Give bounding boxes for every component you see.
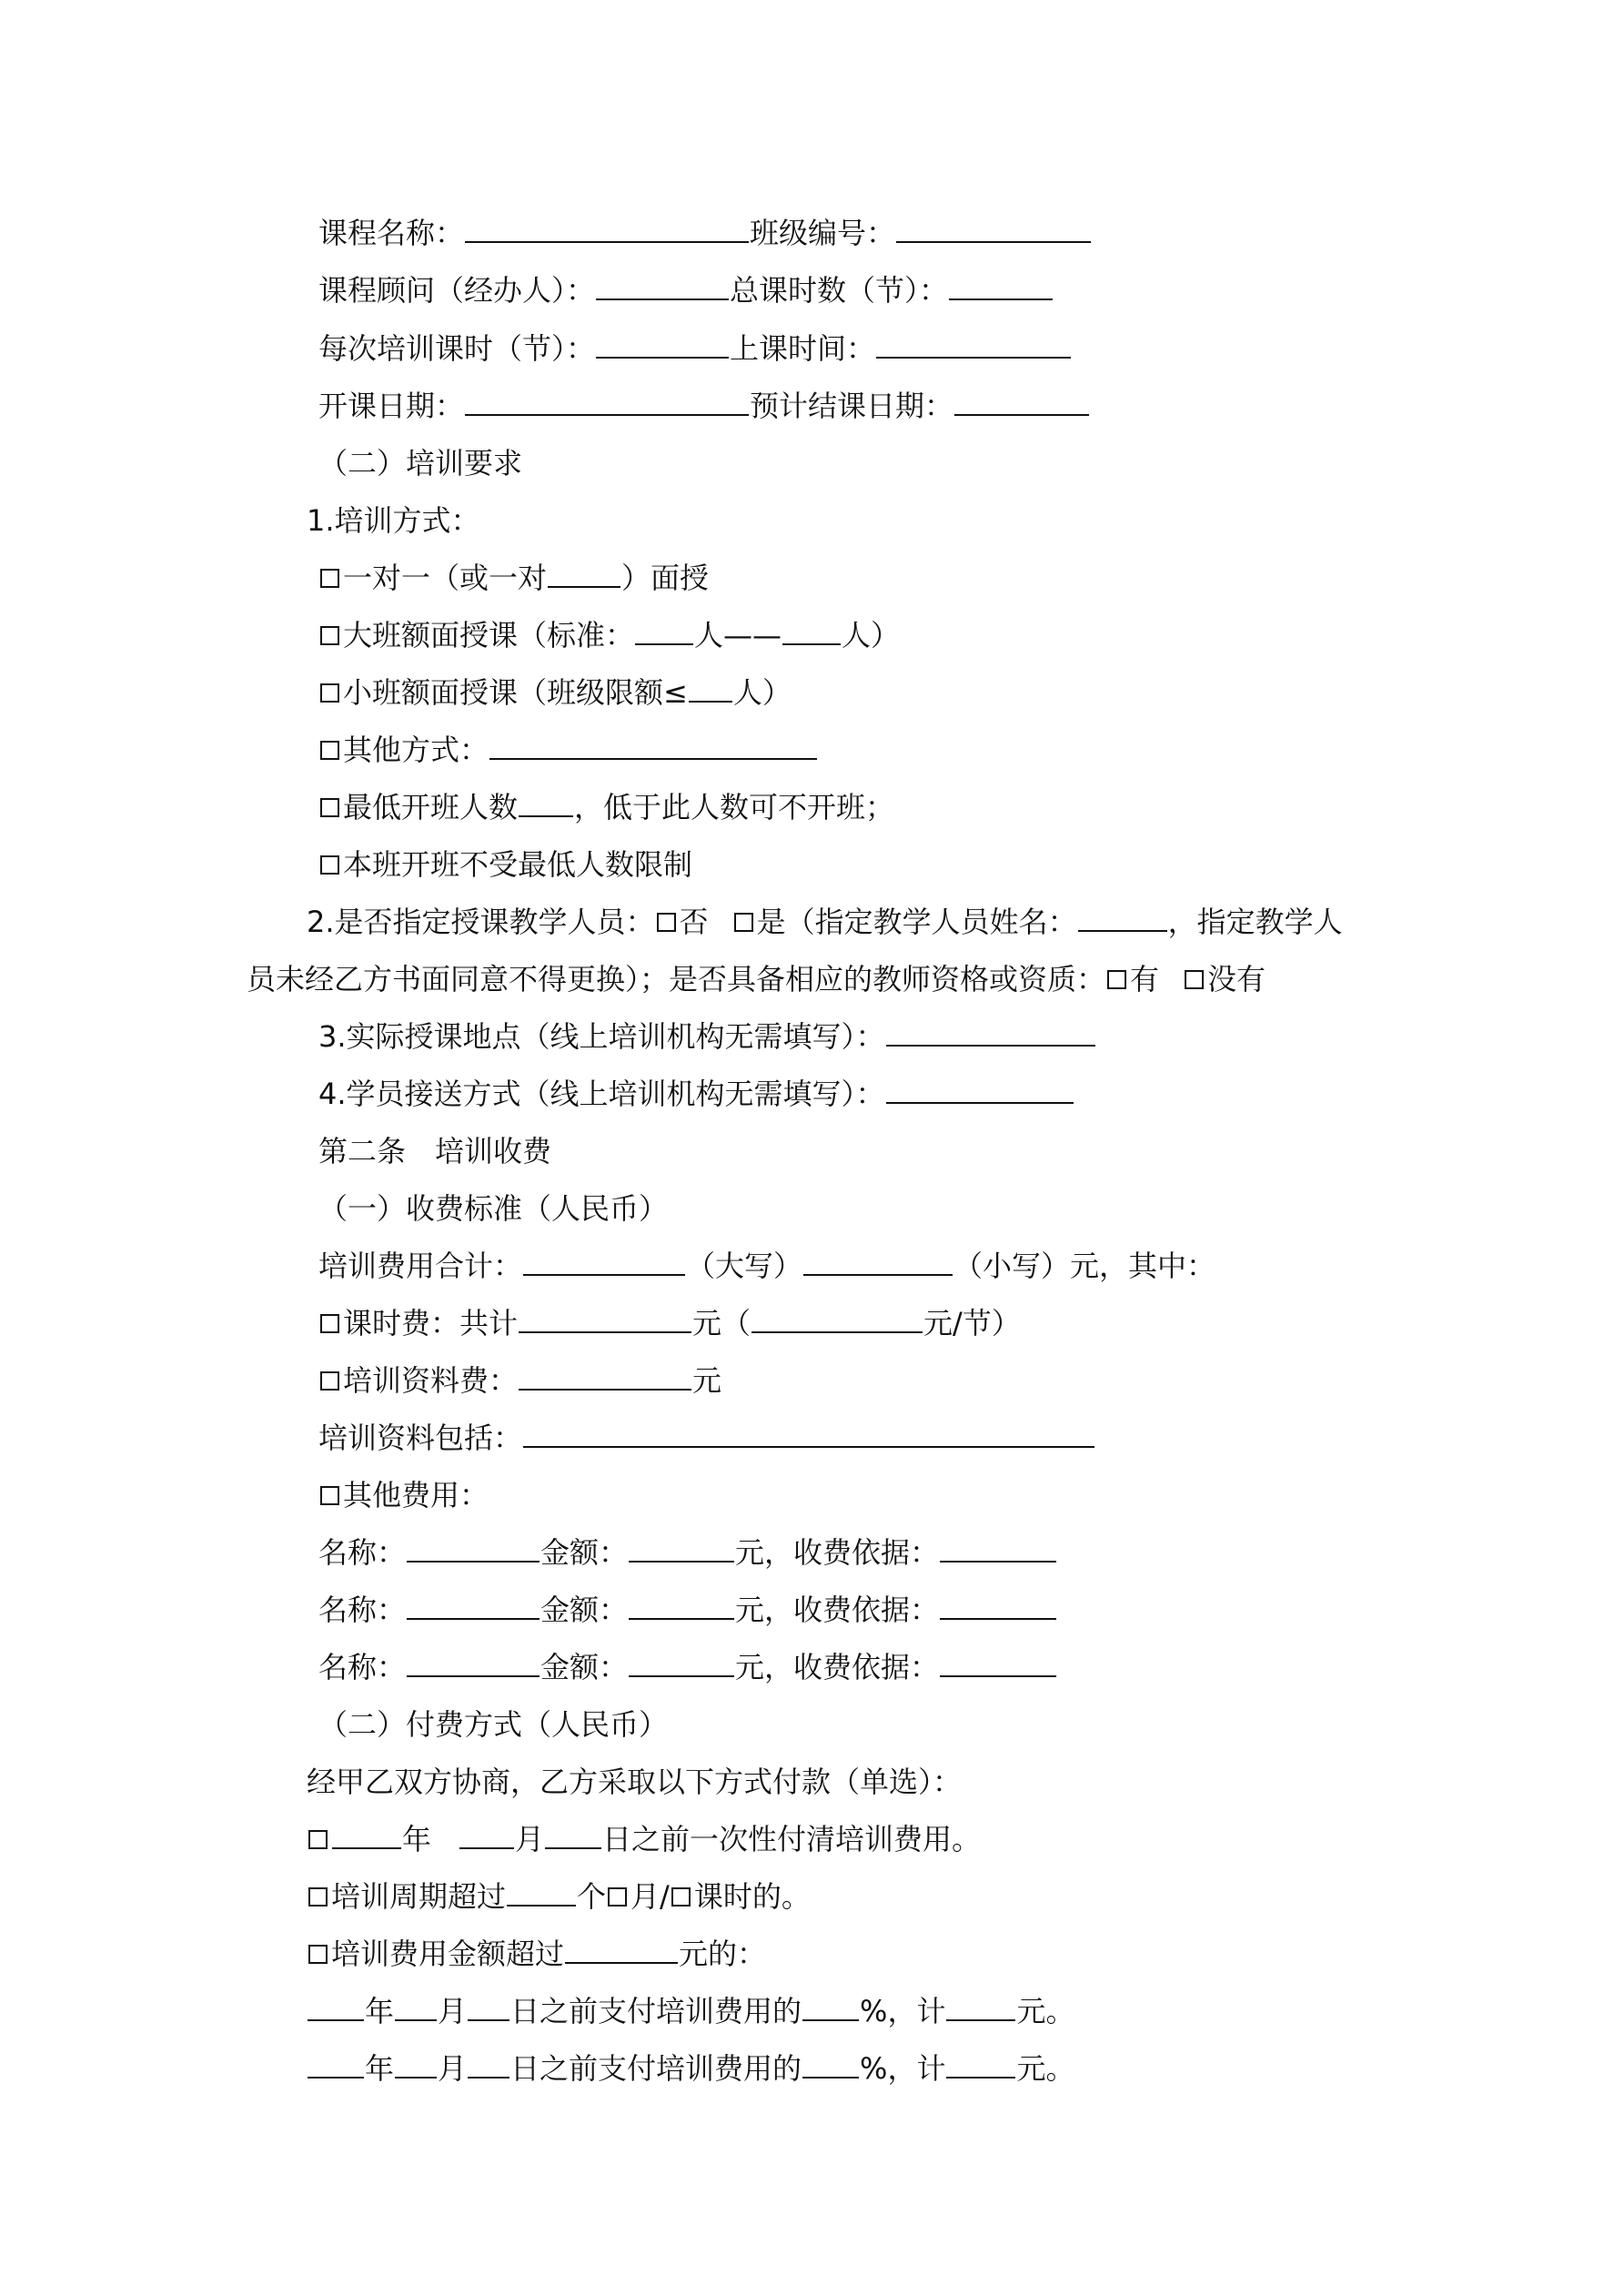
payment-option-lump-sum — [307, 1810, 981, 1868]
class-time-blank[interactable] — [876, 329, 1071, 359]
teacher-continued: ，指定教学人 — [1167, 905, 1343, 939]
hour-fee-total-blank[interactable] — [519, 1304, 691, 1333]
other-fee-amount-label: 金额： — [540, 1650, 629, 1684]
material-include-row — [318, 1409, 1095, 1467]
checkbox-period[interactable] — [308, 1887, 328, 1907]
amount-threshold-label: 培训费用金额超过 — [331, 1937, 565, 1971]
period-month-label: 月/ — [630, 1879, 670, 1914]
checkbox-other-mode[interactable] — [320, 741, 339, 760]
amount-threshold-blank[interactable] — [565, 1935, 678, 1964]
payment-heading — [318, 1695, 668, 1754]
location-text: 3.实际授课地点（线上培训机构无需填写）： — [318, 1019, 885, 1054]
training-requirements-heading-text: （二）培训要求 — [318, 446, 523, 480]
lump-sum-day-blank[interactable] — [545, 1820, 601, 1849]
installment-year-label: 年 — [365, 1994, 395, 2028]
course-name-blank[interactable] — [465, 214, 749, 243]
start-date-blank[interactable] — [465, 387, 749, 416]
material-fee-row — [318, 1351, 721, 1410]
option-large-class — [318, 606, 900, 664]
other-fee-item-2 — [318, 1581, 1057, 1639]
payment-option-period — [307, 1867, 811, 1926]
installment-percent-label: %，计 — [860, 1994, 946, 2028]
hour-fee-mid: 元（ — [692, 1306, 751, 1340]
qualified-no-label: 没有 — [1207, 962, 1266, 996]
other-fee-amount-label: 金额： — [540, 1593, 629, 1627]
material-fee-label: 培训资料费： — [343, 1363, 519, 1398]
other-fee-item-3 — [318, 1638, 1057, 1696]
min-enrollment-text: 最低开班人数 — [343, 790, 519, 824]
location-blank[interactable] — [886, 1017, 1095, 1047]
hour-fee-suffix: 元/节） — [923, 1306, 1021, 1340]
checkbox-hour-fee[interactable] — [320, 1314, 339, 1333]
class-number-label: 班级编号： — [750, 216, 896, 250]
fee-total-upper-blank[interactable] — [523, 1247, 685, 1276]
payment-heading-text: （二）付费方式（人民币） — [318, 1707, 669, 1742]
installment-row-2 — [307, 2039, 1074, 2098]
checkbox-one-on-one[interactable] — [320, 569, 339, 588]
other-fee-amount-blank[interactable] — [629, 1533, 734, 1563]
course-name-label: 课程名称： — [318, 216, 465, 250]
other-fee-label: 其他费用： — [343, 1478, 489, 1512]
total-hours-label: 总课时数（节）： — [730, 273, 949, 308]
installment-amount-blank[interactable] — [946, 2049, 1015, 2079]
amount-threshold-suffix: 元的： — [679, 1937, 767, 1971]
other-fee-name-blank[interactable] — [407, 1533, 540, 1563]
one-on-one-blank[interactable] — [548, 559, 620, 588]
installment-row-1 — [307, 1982, 1074, 2040]
large-class-min-blank[interactable] — [635, 616, 693, 645]
material-fee-suffix: 元 — [692, 1363, 722, 1398]
large-class-text: 大班额面授课（标准： — [343, 618, 635, 652]
period-unit-label: 个 — [577, 1879, 607, 1914]
designated-teacher-row-2 — [247, 950, 1266, 1008]
checkbox-qualified-no[interactable] — [1185, 970, 1204, 989]
training-mode-label — [307, 491, 480, 550]
end-date-label: 预计结课日期： — [750, 389, 954, 423]
no-min-text: 本班开班不受最低人数限制 — [343, 847, 693, 882]
other-fee-basis-label: 元，收费依据： — [735, 1650, 940, 1684]
one-on-one-suffix: ）面授 — [621, 561, 710, 595]
designated-teacher-text: 2.是否指定授课教学人员： — [307, 905, 655, 939]
start-date-row — [318, 377, 1090, 435]
hour-fee-row — [318, 1294, 1021, 1352]
installment-month-blank[interactable] — [395, 1992, 437, 2021]
large-class-max-blank[interactable] — [782, 616, 841, 645]
checkbox-min-enrollment[interactable] — [320, 798, 339, 817]
installment-month-label: 月 — [438, 2051, 468, 2086]
session-hours-blank[interactable] — [596, 329, 729, 359]
lump-sum-year-blank[interactable] — [332, 1820, 401, 1849]
checkbox-material-fee[interactable] — [320, 1371, 339, 1391]
other-fee-basis-label: 元，收费依据： — [735, 1535, 940, 1570]
checkbox-lump-sum[interactable] — [308, 1830, 328, 1849]
fee-total-label: 培训费用合计： — [318, 1249, 523, 1283]
other-fee-amount-label: 金额： — [540, 1535, 629, 1570]
fee-standard-text: （一）收费标准（人民币） — [318, 1191, 669, 1226]
option-other-mode — [318, 721, 818, 779]
min-enrollment-blank[interactable] — [519, 788, 573, 817]
installment-day-blank[interactable] — [468, 2049, 509, 2079]
other-fee-amount-blank[interactable] — [629, 1648, 734, 1677]
payment-option-amount — [307, 1925, 766, 1983]
checkbox-teacher-no[interactable] — [657, 913, 676, 932]
installment-year-blank[interactable] — [308, 2049, 364, 2079]
class-time-label: 上课时间： — [730, 331, 876, 366]
installment-day-label: 日之前支付培训费用的 — [510, 2051, 802, 2086]
lump-sum-month-label: 月 — [515, 1822, 545, 1856]
installment-percent-blank[interactable] — [802, 1992, 859, 2021]
small-class-blank[interactable] — [689, 673, 732, 703]
other-fee-basis-blank[interactable] — [940, 1533, 1056, 1563]
other-fee-name-blank[interactable] — [407, 1591, 540, 1620]
checkbox-period-hours[interactable] — [671, 1887, 691, 1907]
period-hours-label: 课时的。 — [693, 1879, 811, 1914]
session-hours-label: 每次培训课时（节）： — [318, 331, 596, 366]
checkbox-small-class[interactable] — [320, 683, 339, 703]
period-blank[interactable] — [507, 1877, 576, 1907]
lump-sum-month-blank[interactable] — [459, 1820, 514, 1849]
article-two-heading — [318, 1122, 551, 1180]
other-fee-basis-blank[interactable] — [940, 1591, 1056, 1620]
transport-blank[interactable] — [886, 1075, 1074, 1104]
fee-standard-heading — [318, 1179, 668, 1238]
lump-sum-year-label: 年 — [402, 1822, 432, 1856]
payment-intro-text: 经甲乙双方协商，乙方采取以下方式付款（单选）： — [307, 1765, 963, 1799]
option-min-enrollment — [318, 778, 894, 836]
other-fee-name-blank[interactable] — [407, 1648, 540, 1677]
end-date-blank[interactable] — [954, 387, 1089, 416]
qualified-yes-label: 有 — [1130, 962, 1160, 996]
other-mode-blank[interactable] — [489, 731, 817, 760]
installment-month-blank[interactable] — [395, 2049, 437, 2079]
training-mode-label-text: 1.培训方式： — [307, 503, 480, 538]
fee-total-lower-blank[interactable] — [803, 1247, 953, 1276]
installment-amount-blank[interactable] — [946, 1992, 1015, 2021]
total-hours-blank[interactable] — [949, 271, 1053, 300]
installment-day-blank[interactable] — [468, 1992, 509, 2021]
article-two-text: 第二条 培训收费 — [318, 1134, 552, 1168]
checkbox-period-month[interactable] — [608, 1887, 627, 1907]
transport-row — [318, 1065, 1074, 1123]
class-number-blank[interactable] — [896, 214, 1091, 243]
installment-percent-blank[interactable] — [802, 2049, 859, 2079]
checkbox-teacher-yes[interactable] — [734, 913, 753, 932]
training-requirements-heading — [318, 434, 522, 492]
installment-amount-label: 元。 — [1016, 1994, 1075, 2028]
teacher-no-label: 否 — [679, 905, 709, 939]
other-fee-basis-blank[interactable] — [940, 1648, 1056, 1677]
start-date-label: 开课日期： — [318, 389, 465, 423]
other-mode-text: 其他方式： — [343, 733, 489, 767]
installment-year-label: 年 — [365, 2051, 395, 2086]
fee-total-upper-label: （大写） — [686, 1249, 803, 1283]
lump-sum-day-label: 日之前一次性付清培训费用。 — [602, 1822, 982, 1856]
teacher-name-blank[interactable] — [1078, 903, 1167, 932]
option-no-min — [318, 835, 692, 894]
fee-total-row — [318, 1237, 1215, 1295]
teacher-qualification-text: 员未经乙方书面同意不得更换）；是否具备相应的教师资格或资质： — [247, 962, 1106, 996]
option-small-class — [318, 663, 792, 722]
option-one-on-one — [318, 549, 709, 607]
other-fee-basis-label: 元，收费依据： — [735, 1593, 940, 1627]
designated-teacher-row — [307, 893, 1343, 951]
other-fee-item-1 — [318, 1523, 1057, 1582]
small-class-suffix: 人） — [732, 675, 792, 710]
installment-year-blank[interactable] — [308, 1992, 364, 2021]
other-fee-name-label: 名称： — [318, 1535, 407, 1570]
checkbox-large-class[interactable] — [320, 626, 339, 645]
checkbox-other-fee[interactable] — [320, 1486, 339, 1505]
checkbox-qualified-yes[interactable] — [1107, 970, 1126, 989]
course-advisor-label: 课程顾问（经办人）： — [318, 273, 596, 308]
other-fee-name-label: 名称： — [318, 1650, 407, 1684]
installment-day-label: 日之前支付培训费用的 — [510, 1994, 802, 2028]
other-fee-name-label: 名称： — [318, 1593, 407, 1627]
installment-amount-label: 元。 — [1016, 2051, 1075, 2086]
installment-percent-label: %，计 — [860, 2051, 946, 2086]
other-fee-amount-blank[interactable] — [629, 1591, 734, 1620]
large-class-mid: 人—— — [694, 618, 782, 652]
material-fee-blank[interactable] — [519, 1361, 691, 1391]
session-hours-row — [318, 319, 1072, 378]
material-include-blank[interactable] — [523, 1419, 1094, 1448]
payment-intro — [307, 1753, 962, 1811]
installment-month-label: 月 — [438, 1994, 468, 2028]
course-advisor-row — [318, 261, 1054, 319]
fee-total-lower-label: （小写）元，其中： — [953, 1249, 1216, 1283]
small-class-text: 小班额面授课（班级限额≤ — [343, 675, 688, 710]
transport-text: 4.学员接送方式（线上培训机构无需填写）： — [318, 1077, 885, 1111]
checkbox-amount[interactable] — [308, 1945, 328, 1964]
course-advisor-blank[interactable] — [596, 271, 729, 300]
hour-fee-label: 课时费：共计 — [343, 1306, 519, 1340]
material-include-label: 培训资料包括： — [318, 1421, 523, 1455]
hour-fee-per-blank[interactable] — [751, 1304, 923, 1333]
other-fee-row — [318, 1466, 489, 1524]
location-row — [318, 1007, 1096, 1066]
checkbox-no-min[interactable] — [320, 855, 339, 875]
course-name-row — [318, 204, 1092, 262]
large-class-suffix: 人） — [842, 618, 901, 652]
teacher-yes-label: 是（指定教学人员姓名： — [756, 905, 1077, 939]
one-on-one-text: 一对一（或一对 — [343, 561, 548, 595]
period-label: 培训周期超过 — [331, 1879, 507, 1914]
min-enrollment-suffix: ，低于此人数可不开班； — [574, 790, 895, 824]
